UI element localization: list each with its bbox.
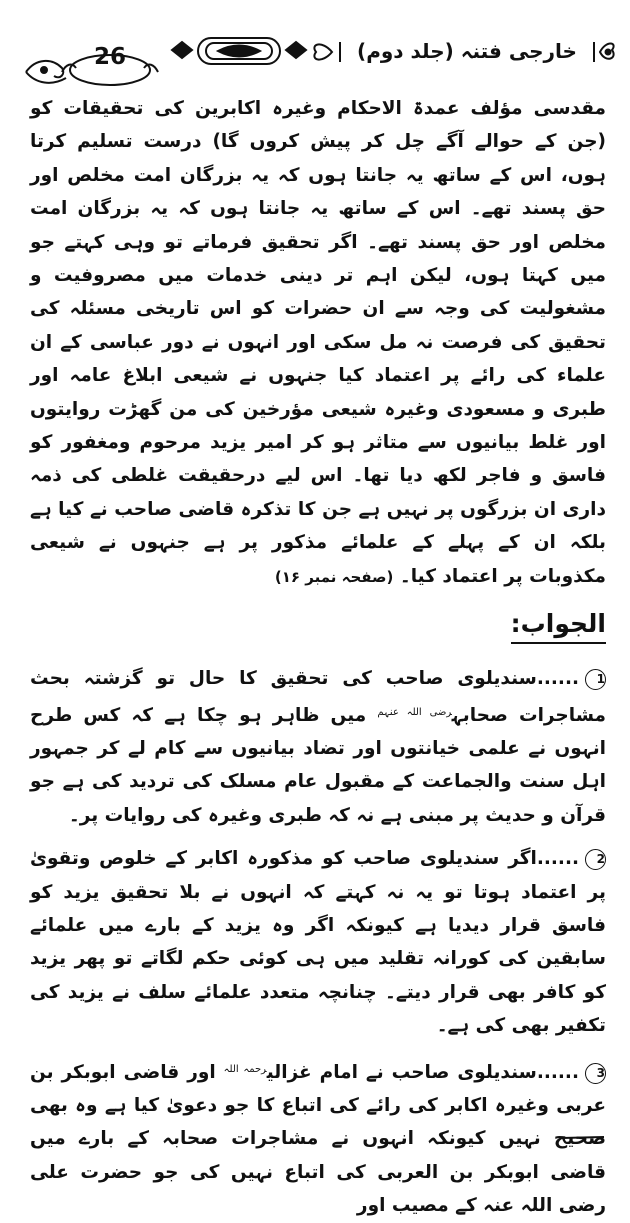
answer-text-end: اور قاضی ابوبکر بن عربی وغیرہ اکابر کی رائے کی اتباع کا جو دعویٰ کیا ہے وہ بھی صحیح نہیں کیونکہ انہوں نے مشاجرات صحابہ کے بارے میں قاضی ابوبکر بن العربی کی اتباع نہیں کی جو حضرت علی رضی اللہ عنہ کے مصیب اور: [30, 1061, 606, 1217]
book-title: خارجی فتنہ (جلد دوم): [357, 39, 577, 63]
answer-text-end: میں ظاہر ہو چکا ہے کہ کس طرح انہوں نے علمی خیانتوں اور تضاد بیانیوں سے کام لے کر جمہور اہل سنت والجماعت کے مقبول عام مسلک کی تردید کی ہے جو قرآن و حدیث پر مبنی ہے نہ کہ طبری وغیرہ کی روایات پر۔: [30, 704, 606, 826]
answer-item-3: [30, 1053, 606, 1223]
answer-item-1: [30, 662, 606, 832]
answer-heading: الجواب:: [511, 607, 606, 644]
footer-flourish: [560, 1133, 606, 1141]
honorific-mark: رضی اللہ عنہم: [377, 706, 452, 718]
page-reference: (صفحہ نمبر ۱۶): [274, 567, 394, 586]
page-number: 26: [93, 44, 126, 70]
page-body: [30, 92, 606, 1223]
page-header: [22, 28, 614, 90]
answer-number-badge: 1: [585, 669, 606, 690]
answer-number-badge: 2: [585, 849, 606, 870]
honorific-mark: رحمہ اللہ: [223, 1063, 267, 1075]
answer-item-2: [30, 842, 606, 1042]
answer-text-start: ......سندیلوی صاحب کی تحقیق کا حال تو گزشتہ بحث مشاجرات صحابہ: [30, 668, 606, 726]
intro-paragraph: [30, 92, 606, 594]
answer-text-start: ......سندیلوی صاحب نے امام غزالی: [266, 1061, 579, 1083]
answer-text-start: ......اگر سندیلوی صاحب کو مذکورہ اکابر کے خلوص وتقویٰ پر اعتماد ہوتا تو یہ نہ کہتے کہ انہوں نے بلا تحقیق یزید کو فاسق قرار دیدیا ہے کیونکہ اگر وہ یزید کے بارے میں علمائے سابقین کی کورانہ تقلید میں ہی کوئی حکم لگاتے تو پھر یزید کو کافر بھی قرار دیتے۔ چنانچہ متعدد علمائے سلف نے یزید کی تکفیر بھی کی ہے۔: [30, 848, 606, 1037]
intro-text: مقدسی مؤلف عمدۃ الاحکام وغیرہ اکابرین کی تحقیقات کو (جن کے حوالے آگے چل کر پیش کروں گا) درست تسلیم کرتا ہوں، اس کے ساتھ یہ جانتا ہوں کہ یہ بزرگان امت مخلص اور حق پسند تھے۔ اس کے ساتھ یہ جانتا ہوں کہ یہ بزرگان امت مخلص اور حق پسند تھے۔ اگر تحقیق فرماتے تو وہی کہتے جو میں کہتا ہوں، لیکن اہم تر دینی خدمات میں مصروفیت و مشغولیت کی وجہ سے ان حضرات کو اس تاریخی مسئلہ کی تحقیق کی فرصت نہ مل سکی اور انہوں نے دور عباسی کے ان علماء کی رائے پر اعتماد کیا جنہوں نے شیعی ابلاغ عامہ اور طبری و مسعودی وغیرہ شیعی مؤرخین کی من گھڑت روایتوں اور غلط بیانیوں سے متاثر ہو کر امیر یزید مرحوم ومغفور کو فاسق و فاجر لکھ دیا تھا۔ اس لیے درحقیقت غلطی کی ذمہ داری ان بزرگوں پر نہیں ہے جن کا تذکرہ قاضی صاحب نے کیا ہے بلکہ ان کے پہلے کے علمائے مذکور پر ہے جنہوں نے شیعی مکذوبات پر اعتماد کیا۔: [30, 98, 606, 587]
answer-number-badge: 3: [585, 1063, 606, 1084]
